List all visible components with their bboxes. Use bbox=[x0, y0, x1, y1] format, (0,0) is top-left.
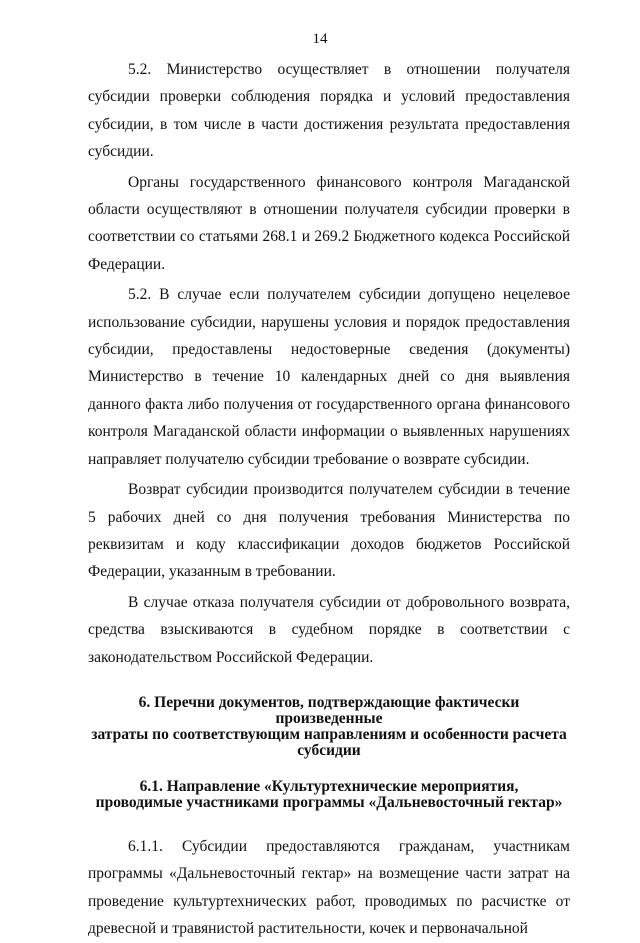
paragraph-financial-control: Органы государственного финансового контроля Магаданской области осуществляют в отношении получателя субсидии проверки в соответствии со статьями 268.1 и 269.2 Бюджетного кодекса Российской Федерации. bbox=[88, 173, 570, 273]
subsection-heading-line-2: проводимые участниками программы «Дальневосточный гектар» bbox=[95, 793, 563, 811]
paragraph-refund: Возврат субсидии производится получателем субсидии в течение 5 рабочих дней со дня получения требования Министерства по реквизитам и коду классификации доходов бюджетов Российской Федерации, указанным в требовании. bbox=[88, 481, 570, 581]
section-heading-line-2: затраты по соответствующим направлениям и особенности расчета bbox=[91, 725, 567, 743]
paragraph-6-1-1: 6.1.1. Субсидии предоставляются гражданам, участникам программы «Дальневосточный гектар» на возмещение части затрат на проведение культуртехнических работ, проводимых по расчистке от древесной и травянистой растительности, кочек и первоначальной bbox=[88, 837, 570, 938]
page-number: 14 bbox=[312, 31, 328, 47]
subsection-heading bbox=[88, 779, 570, 811]
section-heading-line-3: субсидии bbox=[297, 741, 361, 759]
section-heading-line-1: 6. Перечни документов, подтверждающие фактически произведенные bbox=[138, 693, 520, 727]
paragraph-5-2-inspections: 5.2. Министерство осуществляет в отношении получателя субсидии проверки соблюдения порядка и условий предоставления субсидии, в том числе в части достижения результата предоставления субсидии. bbox=[88, 61, 570, 161]
paragraph-refusal: В случае отказа получателя субсидии от добровольного возврата, средства взыскиваются в судебном порядке в соответствии с законодательством Российской Федерации. bbox=[88, 593, 570, 666]
subsection-heading-line-1: 6.1. Направление «Культуртехнические мероприятия, bbox=[139, 777, 519, 795]
spacer bbox=[88, 811, 570, 833]
section-heading bbox=[88, 695, 570, 759]
document-body bbox=[88, 56, 570, 943]
paragraph-5-2-misuse: 5.2. В случае если получателем субсидии допущено нецелевое использование субсидии, нарушены условия и порядок предоставления субсидии, предоставлены недостоверные сведения (документы) Министерство в течение 10 календарных дней со дня выявления данного факта либо получения от государственного органа финансового контроля Магаданской области информации о выявленных нарушениях направляет получателю субсидии требование о возврате субсидии. bbox=[88, 286, 570, 468]
